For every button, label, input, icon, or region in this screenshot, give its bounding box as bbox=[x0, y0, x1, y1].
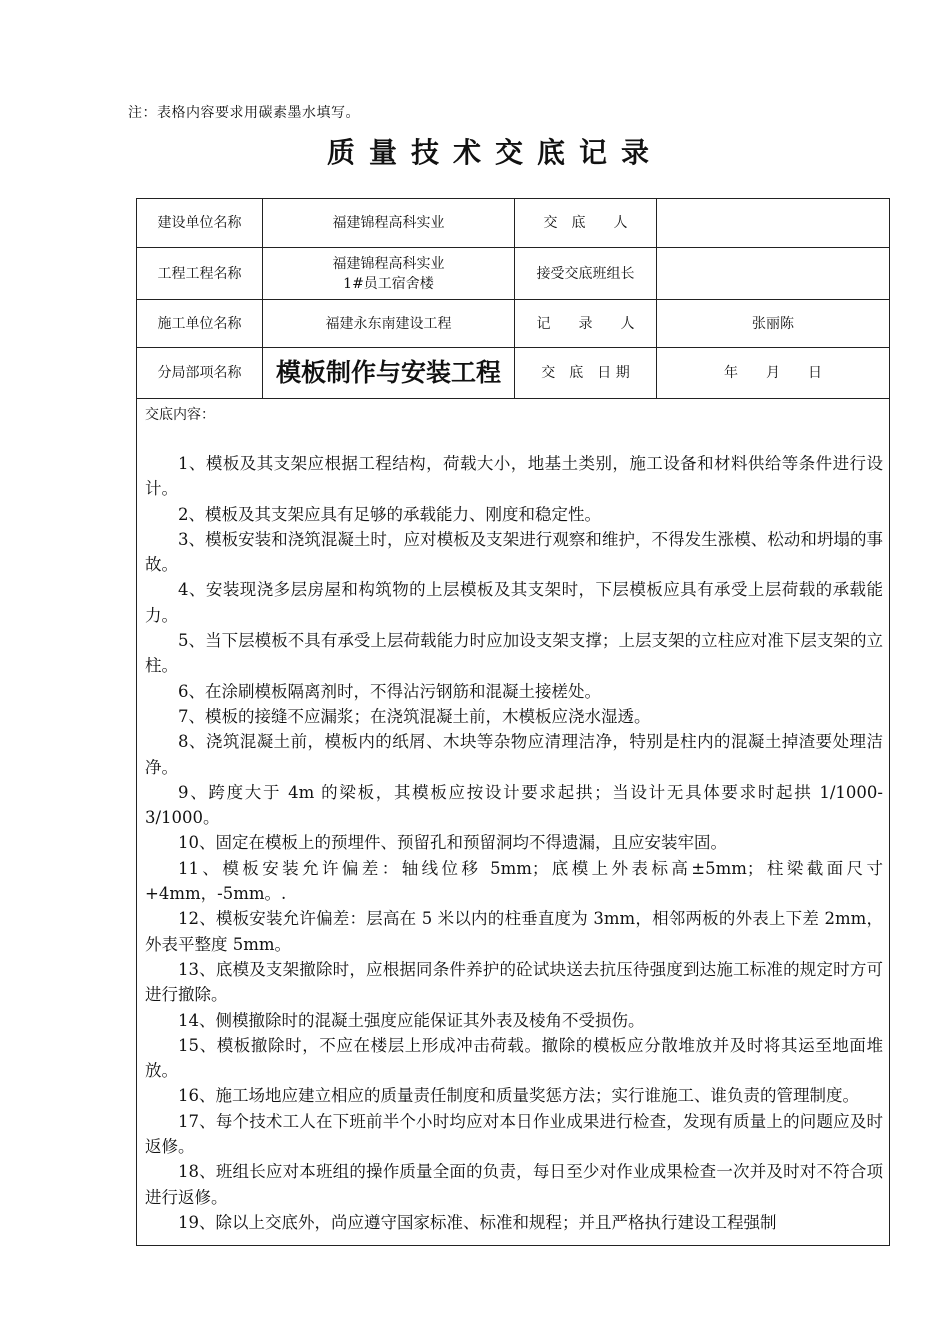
content-item: 5、当下层模板不具有承受上层荷载能力时应加设支架支撑；上层支架的立柱应对准下层支架的立柱。 bbox=[145, 631, 883, 676]
content-item: 11、模板安装允许偏差：轴线位移 5mm；底模上外表标高±5mm；柱梁截面尺寸+4mm，-5mm。. bbox=[145, 858, 883, 904]
project-name-label: 工程工程名称 bbox=[137, 248, 263, 299]
project-name-row bbox=[137, 248, 889, 300]
content-item: 2、模板及其支架应具有足够的承载能力、刚度和稳定性。 bbox=[178, 504, 601, 524]
page-title: 质量技术交底记录 bbox=[326, 136, 663, 169]
recorder-label: 记 录 人 bbox=[515, 300, 657, 347]
form-note: 注：表格内容要求用碳素墨水填写。 bbox=[128, 105, 360, 121]
content-item: 18、班组长应对本班组的操作质量全面的负责，每日至少对作业成果检查一次并及时对不符合项进行返修。 bbox=[145, 1162, 883, 1207]
project-name-value bbox=[263, 248, 515, 299]
content-items bbox=[145, 451, 883, 1235]
technical-briefing-form bbox=[136, 198, 890, 1246]
content-item: 6、在涂刷模板隔离剂时，不得沾污钢筋和混凝土接槎处。 bbox=[178, 681, 601, 701]
recorder-value: 张丽陈 bbox=[752, 315, 794, 332]
briefing-date-label: 交 底 日 期 bbox=[515, 348, 657, 398]
contractor-label: 施工单位名称 bbox=[137, 300, 263, 347]
content-item: 3、模板安装和浇筑混凝土时，应对模板及支架进行观察和维护，不得发生涨模、松动和坍塌的事故。 bbox=[145, 529, 883, 575]
content-item: 4、安装现浇多层房屋和构筑物的上层模板及其支架时，下层模板应具有承受上层荷载的承载能力。 bbox=[145, 580, 883, 625]
content-item: 15、模板撤除时，不应在楼层上形成冲击荷载。撤除的模板应分散堆放并及时将其运至地面堆放。 bbox=[145, 1035, 883, 1081]
team-leader-value bbox=[657, 248, 889, 299]
contractor-row bbox=[137, 300, 889, 348]
content-item: 17、每个技术工人在下班前半个小时均应对本日作业成果进行检查，发现有质量上的问题应及时返修。 bbox=[145, 1111, 883, 1157]
content-item: 7、模板的接缝不应漏浆；在浇筑混凝土前，木模板应浇水湿透。 bbox=[178, 706, 651, 726]
content-label: 交底内容： bbox=[145, 407, 215, 423]
content-item: 13、底模及支架撤除时，应根据同条件养护的砼试块送去抗压待强度到达施工标准的规定时方可进行撤除。 bbox=[145, 959, 883, 1005]
content-item: 1、模板及其支架应根据工程结构，荷载大小，地基土类别，施工设备和材料供给等条件进行设计。 bbox=[145, 454, 883, 499]
briefer-label: 交 底 人 bbox=[515, 199, 657, 247]
contractor-value: 福建永东南建设工程 bbox=[263, 300, 515, 347]
construction-unit-row bbox=[137, 199, 889, 248]
content-item: 9、跨度大于 4m 的梁板，其模板应按设计要求起拱；当设计无具体要求时起拱 1/1000-3/1000。 bbox=[145, 782, 883, 828]
project-name-line1: 福建锦程高科实业 bbox=[332, 255, 445, 272]
construction-unit-label: 建设单位名称 bbox=[137, 199, 263, 247]
briefer-value bbox=[657, 199, 889, 247]
content-item: 19、除以上交底外，尚应遵守国家标准、标准和规程；并且严格执行建设工程强制 bbox=[178, 1212, 777, 1232]
content-item: 8、浇筑混凝土前，模板内的纸屑、木块等杂物应清理洁净，特别是柱内的混凝土掉渣要处理洁净。 bbox=[145, 732, 883, 777]
sub-project-label: 分局部项名称 bbox=[137, 348, 263, 398]
content-item: 12、模板安装允许偏差：层高在 5 米以内的柱垂直度为 3mm，相邻两板的外表上下差 2mm，外表平整度 5mm。 bbox=[145, 909, 883, 954]
team-leader-label: 接受交底班组长 bbox=[515, 248, 657, 299]
project-name-line2: 1#员工宿舍楼 bbox=[343, 275, 434, 292]
sub-project-row bbox=[137, 348, 889, 399]
construction-unit-value: 福建锦程高科实业 bbox=[263, 199, 515, 247]
content-item: 14、侧模撤除时的混凝土强度应能保证其外表及棱角不受损伤。 bbox=[178, 1010, 645, 1030]
briefing-date-value: 年 月 日 bbox=[724, 365, 822, 381]
sub-project-value: 模板制作与安装工程 bbox=[263, 348, 515, 398]
content-item: 10、固定在模板上的预埋件、预留孔和预留洞均不得遗漏，且应安装牢固。 bbox=[178, 833, 727, 853]
content-item: 16、施工场地应建立相应的质量责任制度和质量奖惩方法；实行谁施工、谁负责的管理制度。 bbox=[178, 1086, 859, 1106]
